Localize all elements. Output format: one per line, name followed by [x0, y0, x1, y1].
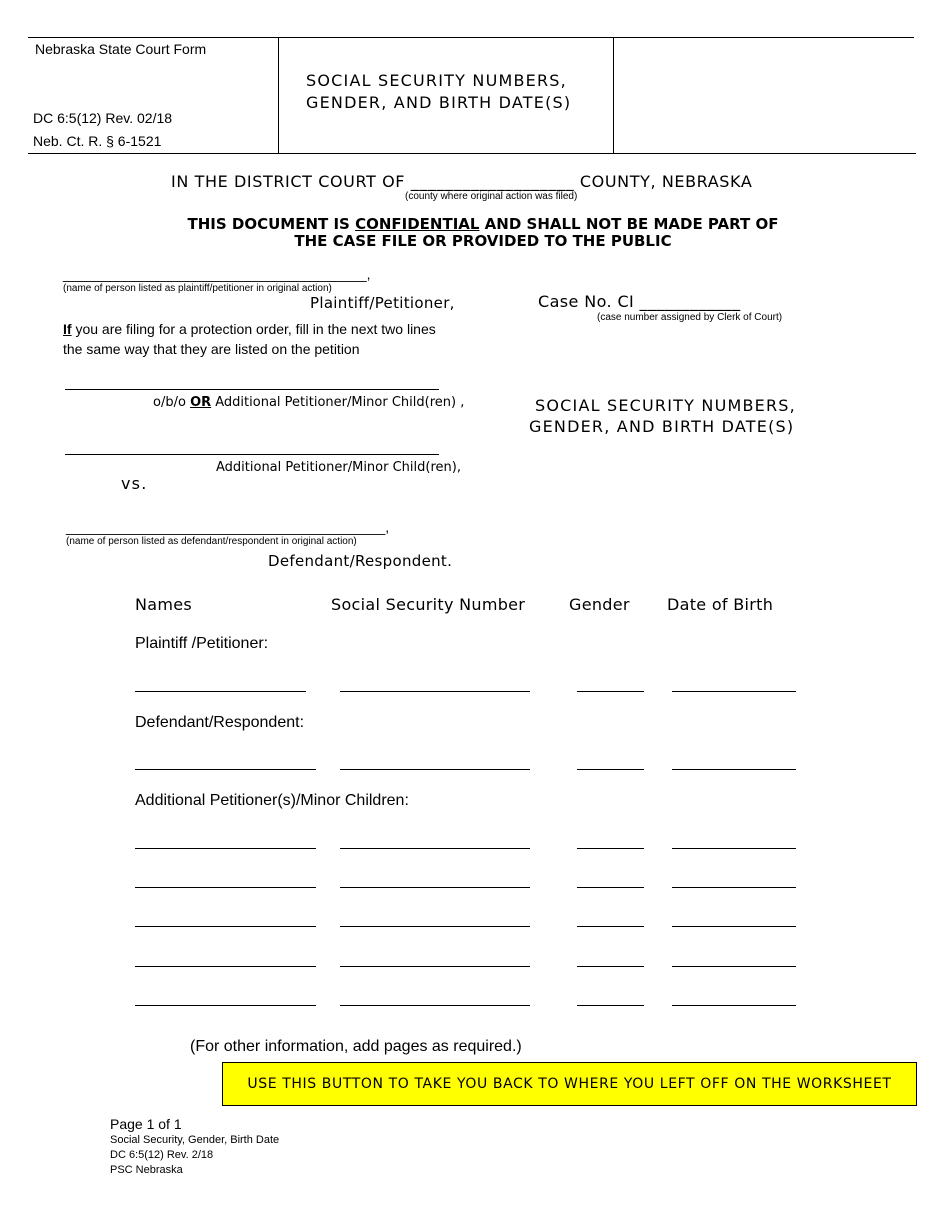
footer-line1: Social Security, Gender, Birth Date	[110, 1134, 280, 1146]
name-input[interactable]	[135, 926, 316, 927]
gender-input[interactable]	[577, 887, 644, 888]
plaintiff-hint: (name of person listed as plaintiff/petitioner in original action)	[63, 283, 332, 294]
section-defendant: Defendant/Respondent:	[135, 714, 305, 731]
header-divider-left	[278, 37, 279, 153]
gender-input[interactable]	[577, 966, 644, 967]
case-number-field[interactable]: Case No. CI ____________	[538, 292, 741, 311]
county-hint: (county where original action was filed)	[405, 191, 578, 202]
header-title-line2: GENDER, AND BIRTH DATE(S)	[306, 93, 572, 112]
confidential-line2: THE CASE FILE OR PROVIDED TO THE PUBLIC	[294, 232, 672, 250]
versus-label: vs.	[121, 474, 148, 493]
ssn-input[interactable]	[340, 887, 530, 888]
doc-title-line2: GENDER, AND BIRTH DATE(S)	[529, 417, 795, 436]
form-number: DC 6:5(12) Rev. 02/18	[33, 110, 173, 126]
court-line: IN THE DISTRICT COURT OF ___________________ COUNTY, NEBRASKA	[171, 172, 753, 191]
gender-input[interactable]	[577, 769, 644, 770]
confidential-line1: THIS DOCUMENT IS CONFIDENTIAL AND SHALL NOT BE MADE PART OF	[187, 215, 779, 233]
column-header-dob: Date of Birth	[667, 595, 774, 614]
name-input[interactable]	[135, 691, 306, 692]
dob-input[interactable]	[672, 769, 796, 770]
header-title-line1: SOCIAL SECURITY NUMBERS,	[306, 71, 567, 90]
name-input[interactable]	[135, 769, 316, 770]
additional-name-field[interactable]	[65, 454, 439, 455]
dob-input[interactable]	[672, 887, 796, 888]
footer-line2: DC 6:5(12) Rev. 2/18	[110, 1149, 214, 1161]
name-input[interactable]	[135, 1005, 316, 1006]
defendant-label: Defendant/Respondent.	[268, 552, 453, 570]
dob-input[interactable]	[672, 848, 796, 849]
gender-input[interactable]	[577, 926, 644, 927]
dob-input[interactable]	[672, 926, 796, 927]
plaintiff-name-field[interactable]: _______________________________________,	[63, 266, 371, 282]
section-plaintiff: Plaintiff /Petitioner:	[135, 635, 269, 652]
name-input[interactable]	[135, 848, 316, 849]
defendant-name-field[interactable]: _________________________________________,	[66, 519, 390, 535]
plaintiff-label: Plaintiff/Petitioner,	[310, 294, 455, 312]
name-input[interactable]	[135, 887, 316, 888]
ssn-input[interactable]	[340, 966, 530, 967]
header-divider-right	[613, 37, 614, 153]
obo-name-field[interactable]	[65, 389, 439, 390]
back-to-worksheet-button[interactable]: USE THIS BUTTON TO TAKE YOU BACK TO WHERE YOU LEFT OFF ON THE WORKSHEET	[222, 1062, 917, 1106]
column-header-gender: Gender	[569, 595, 630, 614]
court-form-label: Nebraska State Court Form	[35, 41, 207, 57]
ssn-input[interactable]	[340, 691, 530, 692]
dob-input[interactable]	[672, 691, 796, 692]
column-header-names: Names	[135, 595, 193, 614]
column-header-ssn: Social Security Number	[331, 595, 526, 614]
gender-input[interactable]	[577, 1005, 644, 1006]
header-top-rule	[28, 37, 914, 38]
header-bottom-rule	[28, 153, 916, 154]
ssn-input[interactable]	[340, 1005, 530, 1006]
obo-label: o/b/o OR Additional Petitioner/Minor Child(ren) ,	[153, 395, 465, 410]
footer-line3: PSC Nebraska	[110, 1164, 183, 1176]
protection-note-line2: the same way that they are listed on the petition	[63, 341, 360, 357]
section-additional: Additional Petitioner(s)/Minor Children:	[135, 792, 409, 809]
court-rule: Neb. Ct. R. § 6-1521	[33, 133, 162, 149]
defendant-hint: (name of person listed as defendant/respondent in original action)	[66, 536, 357, 547]
gender-input[interactable]	[577, 691, 644, 692]
case-number-hint: (case number assigned by Clerk of Court)	[597, 312, 783, 323]
page-number: Page 1 of 1	[110, 1116, 182, 1132]
doc-title-line1: SOCIAL SECURITY NUMBERS,	[535, 396, 796, 415]
ssn-input[interactable]	[340, 848, 530, 849]
name-input[interactable]	[135, 966, 316, 967]
ssn-input[interactable]	[340, 926, 530, 927]
additional-pages-note: (For other information, add pages as required.)	[190, 1038, 522, 1055]
dob-input[interactable]	[672, 966, 796, 967]
additional-label: Additional Petitioner/Minor Child(ren),	[216, 460, 461, 475]
protection-note-line1: If you are filing for a protection order, fill in the next two lines	[63, 321, 436, 337]
dob-input[interactable]	[672, 1005, 796, 1006]
gender-input[interactable]	[577, 848, 644, 849]
ssn-input[interactable]	[340, 769, 530, 770]
